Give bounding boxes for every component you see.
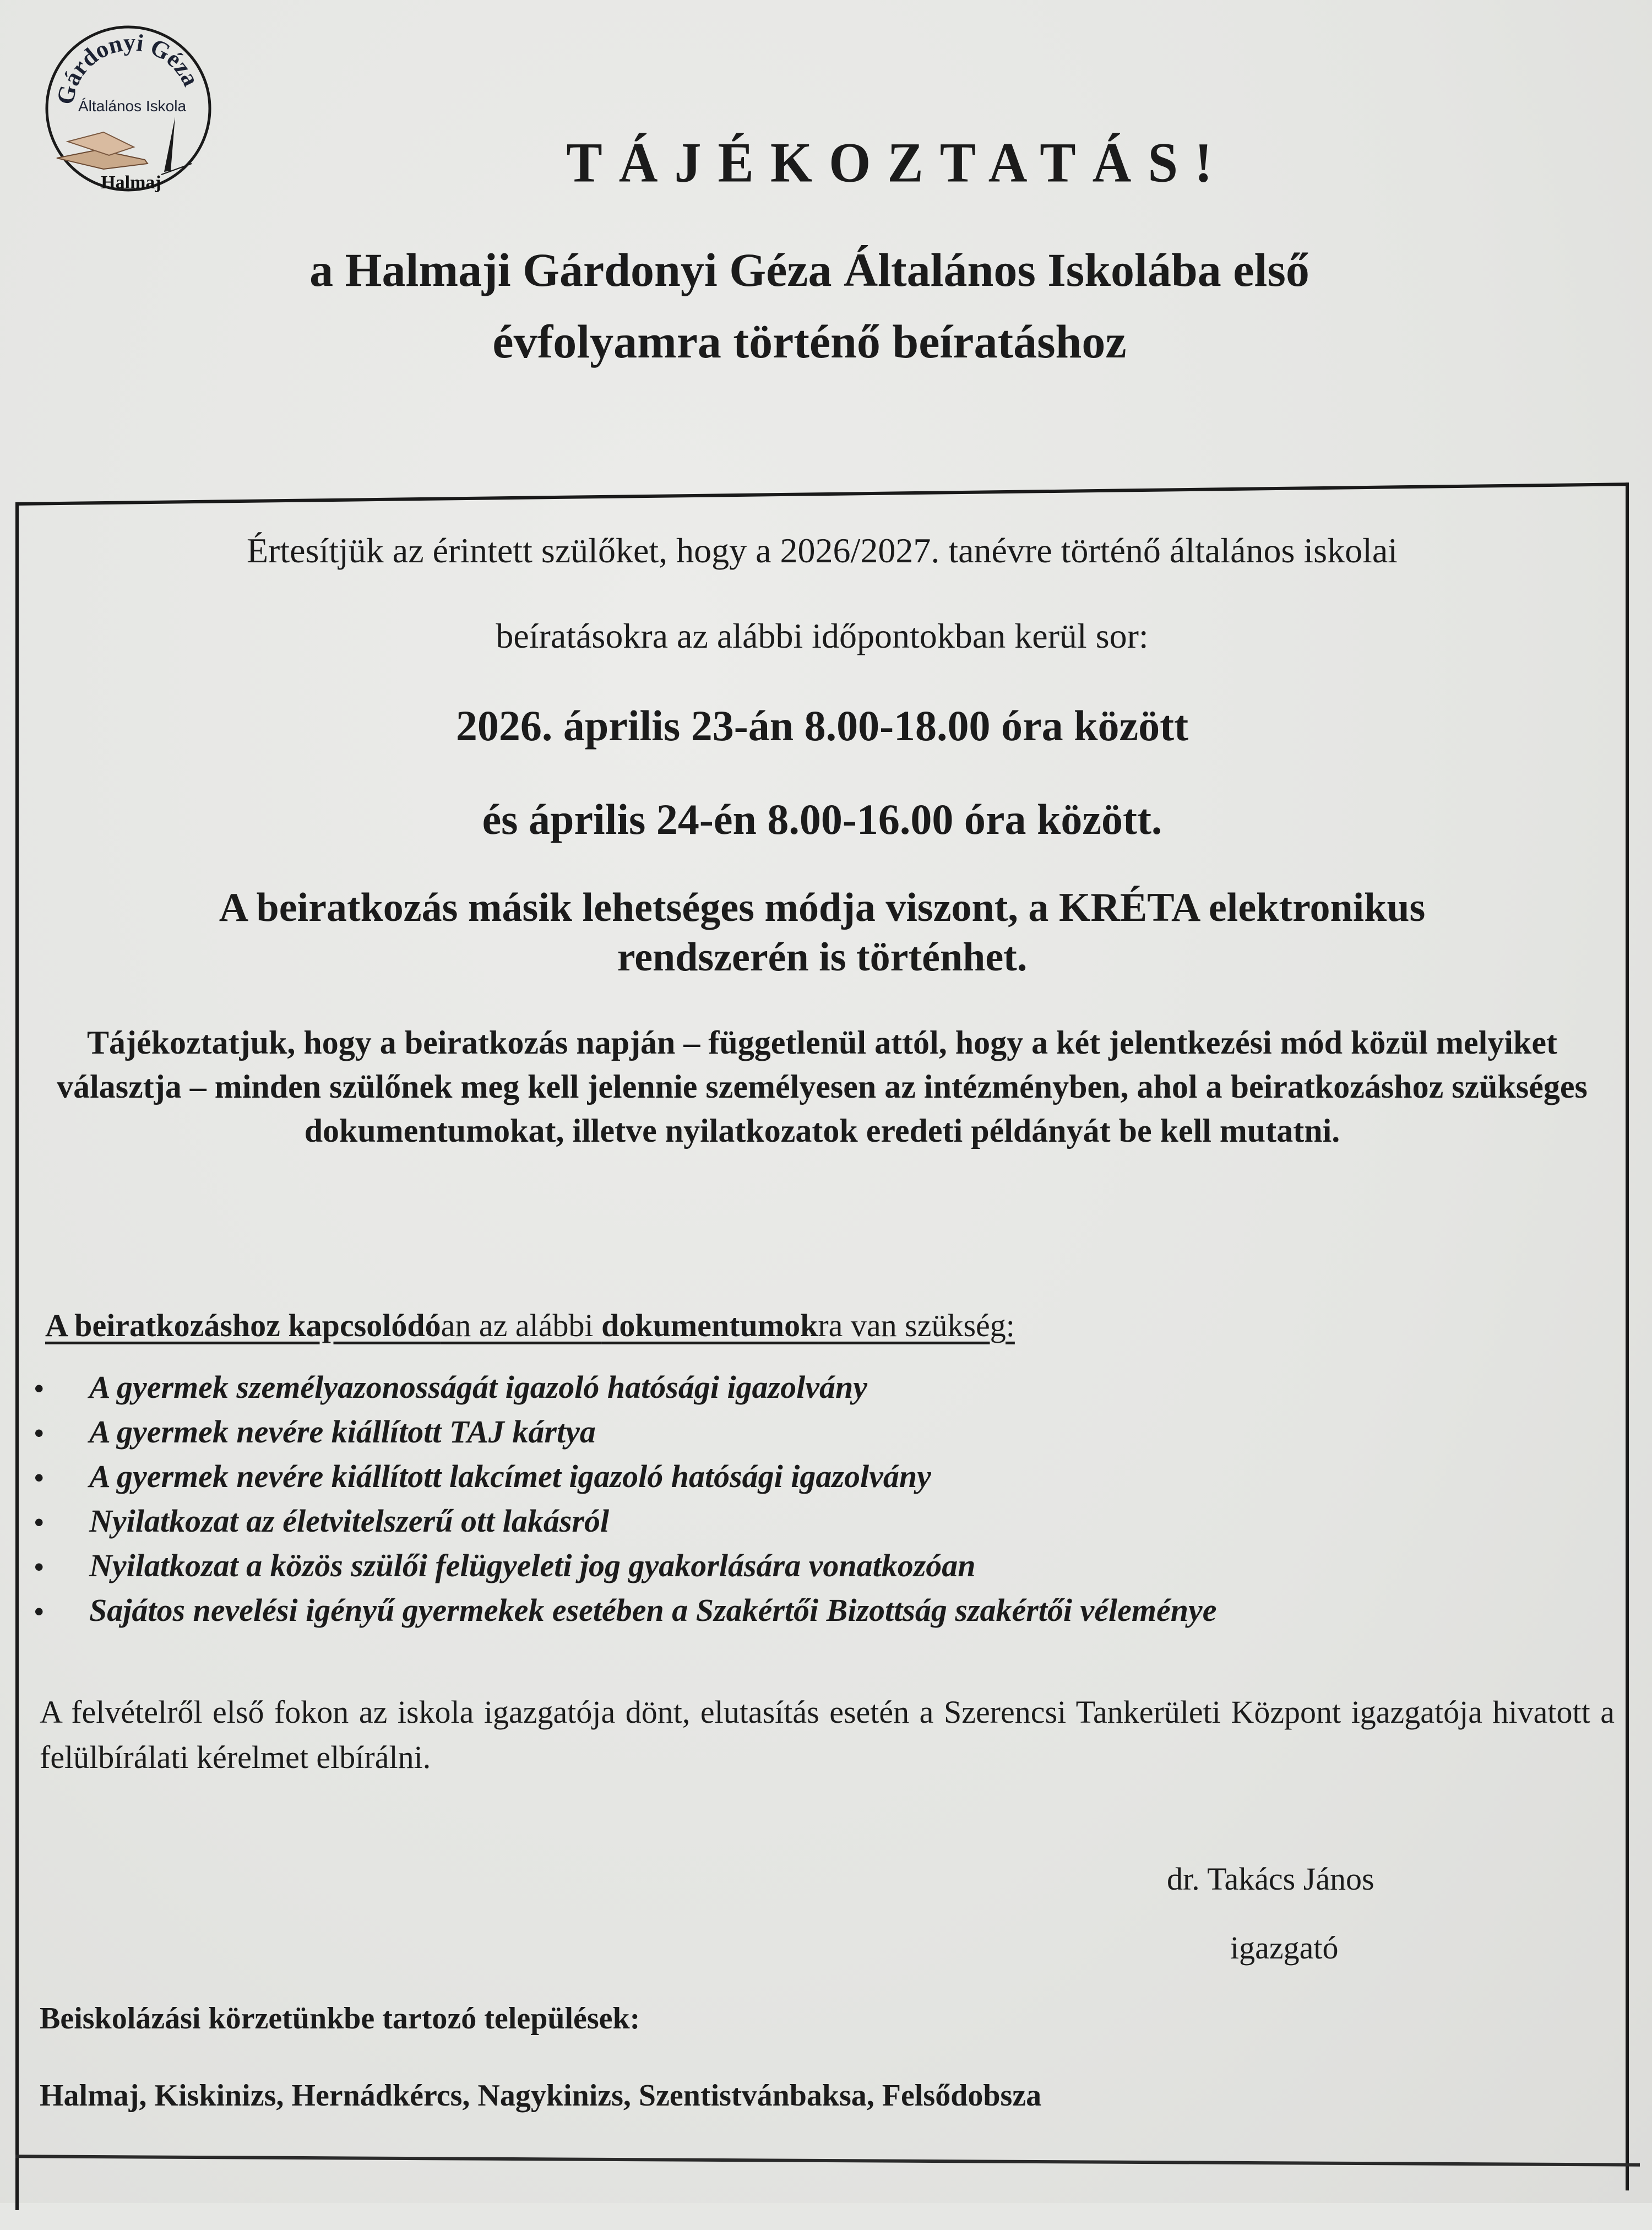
admission-decision-text: A felvételről első fokon az iskola igazgatója dönt, elutasítás esetén a Szerencsi Tankerületi Központ igazgatója hivatott a felülbírálati kérelmet elbírálni. <box>40 1694 1615 1775</box>
information-box <box>15 482 1629 2210</box>
bullet-icon: • <box>34 1372 44 1404</box>
kreta-notice-line-1: A beiratkozás másik lehetséges módja viszont, a KRÉTA elektronikus <box>219 885 1426 930</box>
kreta-notice-line-2: rendszerén is történhet. <box>617 934 1028 980</box>
documents-heading <box>45 1307 1015 1344</box>
documents-heading-part-4: ra van szükség: <box>818 1307 1015 1343</box>
signer-name: dr. Takács János <box>1167 1860 1374 1897</box>
document-item-text: Nyilatkozat a közös szülői felügyeleti jog gyakorlására vonatkozóan <box>89 1547 976 1583</box>
documents-heading-part-2: an az alábbi <box>441 1307 602 1343</box>
bullet-icon: • <box>34 1551 44 1582</box>
document-item-text: Nyilatkozat az életvitelszerű ott lakásról <box>89 1502 610 1539</box>
bullet-icon: • <box>34 1506 44 1538</box>
document-item-text: Sajátos nevelési igényű gyermekek esetében a Szakértői Bizottság szakértői véleménye <box>89 1592 1217 1628</box>
logo-middle-text: Általános Iskola <box>78 97 187 115</box>
page-subtitle <box>165 234 1454 377</box>
list-item <box>34 1499 1216 1543</box>
subtitle-line-1: a Halmaji Gárdonyi Géza Általános Iskolába első <box>309 243 1309 296</box>
documents-heading-part-1: A beiratkozáshoz kapcsolódó <box>45 1307 441 1343</box>
document-item-text: A gyermek nevére kiállított lakcímet igazoló hatósági igazolvány <box>89 1458 931 1494</box>
personal-attendance-notice: Tájékoztatjuk, hogy a beiratkozás napján – függetlenül attól, hogy a két jelentkezési mód közül melyiket választja – minden szülőnek meg kell jelennie személyesen az intézményben, ahol a beiratkozáshoz szükséges dokumentumokat, illetve nyilatkozatok eredeti példányát be kell mutatni. <box>57 1024 1588 1149</box>
list-item <box>34 1543 1216 1588</box>
document-item-text: A gyermek személyazonosságát igazoló hatósági igazolvány <box>89 1369 867 1405</box>
list-item <box>34 1588 1216 1632</box>
list-item <box>34 1409 1216 1454</box>
district-towns: Halmaj, Kiskinizs, Hernádkércs, Nagykinizs, Szentistvánbaksa, Felsődobsza <box>40 2078 1042 2113</box>
signer-role: igazgató <box>1230 1929 1339 1966</box>
bullet-icon: • <box>34 1417 44 1448</box>
list-item <box>34 1365 1216 1409</box>
logo-top-text: Gárdonyi Géza <box>51 29 205 107</box>
list-item <box>34 1454 1216 1499</box>
district-heading: Beiskolázási körzetünkbe tartozó települések: <box>40 2001 640 2036</box>
bullet-icon: • <box>34 1596 44 1627</box>
intro-line-1: Értesítjük az érintett szülőket, hogy a 2026/2027. tanévre történő általános iskolai <box>246 530 1398 570</box>
document-item-text: A gyermek nevére kiállított TAJ kártya <box>89 1413 596 1450</box>
subtitle-line-2: évfolyamra történő beíratáshoz <box>492 315 1127 368</box>
intro-line-2: beíratásokra az alábbi időpontokban kerül sor: <box>496 616 1149 655</box>
page-title: TÁJÉKOZTATÁS! <box>566 132 1229 194</box>
bullet-icon: • <box>34 1462 44 1493</box>
required-documents-list <box>34 1365 1216 1632</box>
logo-bottom-text: Halmaj <box>101 172 161 193</box>
enrollment-date-1: 2026. április 23-án 8.00-18.00 óra között <box>455 701 1189 750</box>
enrollment-date-2: és április 24-én 8.00-16.00 óra között. <box>482 795 1162 843</box>
kreta-notice <box>19 883 1626 982</box>
documents-heading-part-3: dokumentumok <box>601 1307 818 1343</box>
